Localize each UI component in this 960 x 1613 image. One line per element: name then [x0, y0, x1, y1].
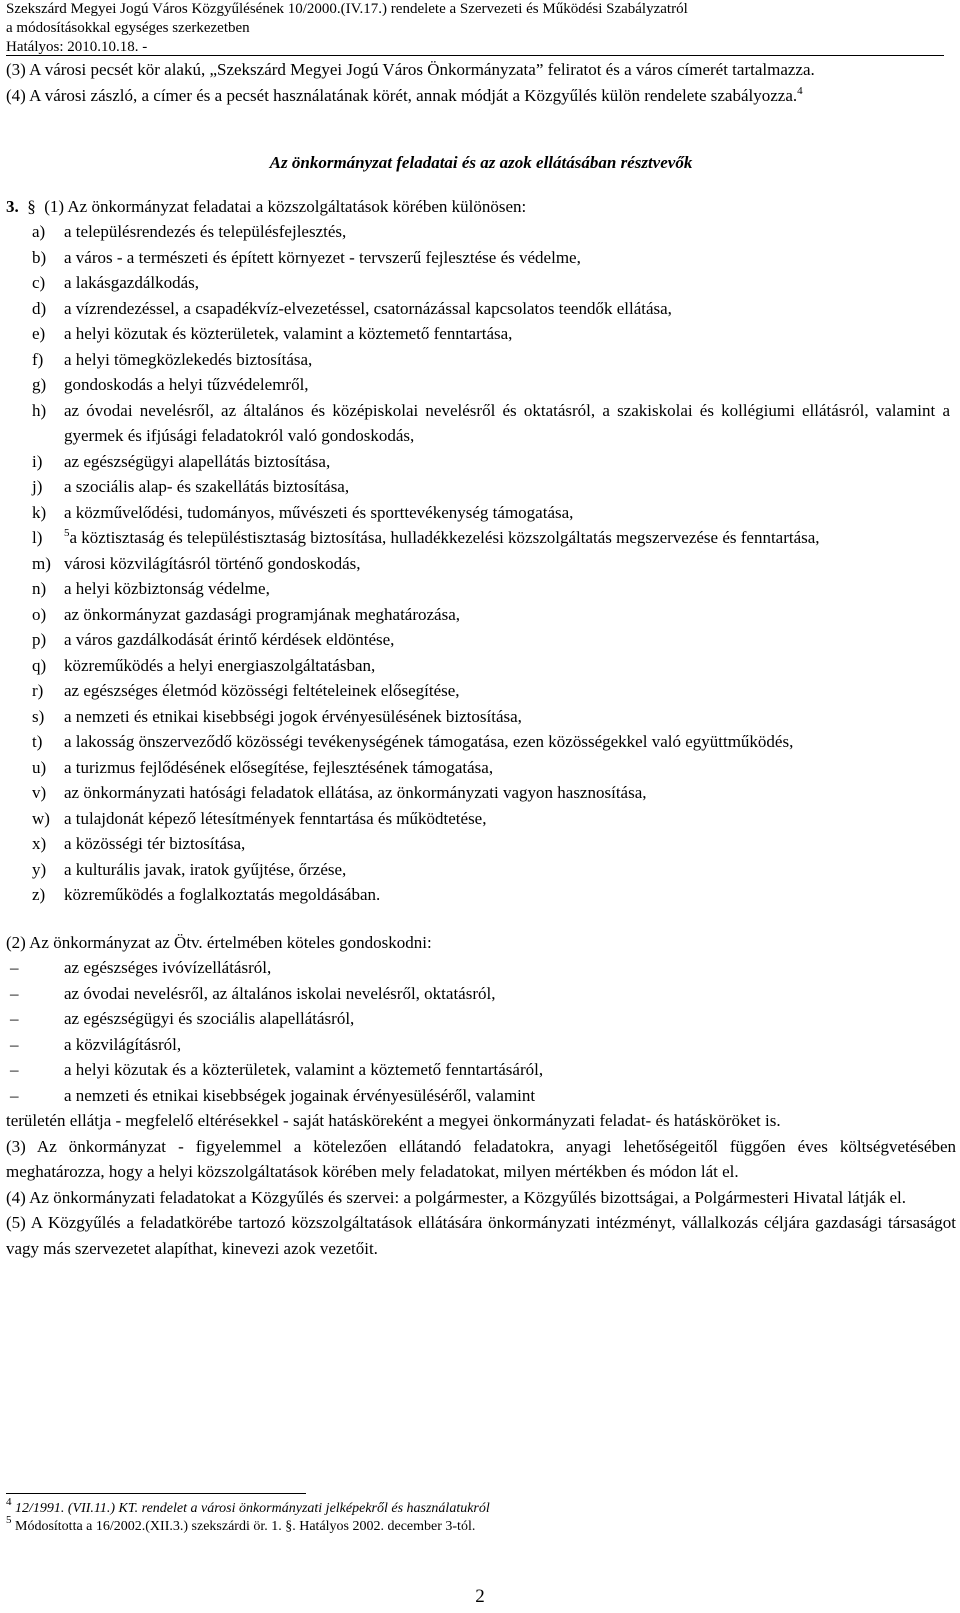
list-item-text [64, 678, 956, 704]
dash-list-item [6, 1006, 956, 1032]
list-item-label: n) [32, 579, 47, 598]
list-item-body: a lakásgazdálkodás, [64, 273, 199, 292]
list-item [32, 474, 956, 500]
list-item-body: a lakosság önszerveződő közösségi tevékenységének támogatása, ezen közösségekkel való együttműködés, [64, 732, 794, 751]
list-item [32, 704, 956, 730]
footnotes [6, 1496, 936, 1536]
list-item [32, 576, 956, 602]
document-body [6, 57, 956, 1261]
list-item-text [64, 602, 956, 628]
list-item-body: közreműködés a helyi energiaszolgáltatásban, [64, 655, 376, 675]
document-header [6, 0, 946, 57]
list-item-text [64, 372, 956, 398]
dash-bullet: – [10, 1060, 19, 1079]
list-item-body: a vízrendezéssel, a csapadékvíz-elvezetéssel, csatornázással kapcsolatos teendők ellátása, [64, 298, 672, 318]
list-item-body: az óvodai nevelésről, az általános és középiskolai nevelésről és oktatásról, a szakiskolai és kollégiumi ellátásról, valamint a gyermek és ifjúsági feladatokról való gondoskodás, [64, 400, 950, 445]
list-item [32, 347, 956, 373]
dash-list-item [6, 1032, 956, 1058]
section-sign: § [27, 196, 36, 216]
list-item-label: z) [32, 885, 46, 904]
list-item-body: az egészségügyi alapellátás biztosítása, [64, 451, 331, 471]
list-item-body: a tulajdonát képező létesítmények fenntartása és működtetése, [64, 808, 487, 828]
list-item-text [64, 857, 956, 883]
dash-list-item-text: az egészségügyi és szociális alapellátásról, [64, 1009, 355, 1028]
dash-list-item-text: a nemzeti és etnikai kisebbségek jogainak érvényesüléséről, valamint [64, 1085, 536, 1105]
list-item-label: h) [32, 400, 47, 420]
list-item-text [64, 245, 956, 271]
dash-list-item-text: a közvilágításról, [64, 1034, 182, 1054]
page-number: 2 [475, 1586, 485, 1607]
list-item-label: m) [32, 553, 51, 573]
list-item [32, 270, 956, 296]
list-item-text [64, 398, 956, 449]
list-item [32, 882, 956, 908]
list-item-text [64, 780, 956, 806]
list-item-text [64, 806, 956, 832]
list-item [32, 678, 956, 704]
footnote-rule [6, 1493, 306, 1494]
list-item [32, 653, 956, 679]
dash-list-item [6, 955, 956, 981]
list-item-body: városi közvilágításról történő gondoskodás, [64, 553, 361, 573]
list-item-label: s) [32, 706, 45, 726]
footnote-ref-5: 5 [64, 527, 70, 539]
list-item-label: l) [32, 528, 43, 547]
dash-list-item-text: az egészséges ivóvízellátásról, [64, 958, 272, 977]
dash-bullet: – [10, 1009, 19, 1028]
list-item-label: t) [32, 732, 43, 751]
list-item-label: q) [32, 655, 47, 675]
list-item-body: a közösségi tér biztosítása, [64, 834, 246, 853]
paragraph-3-budget: (3) Az önkormányzat - figyelemmel a kötelezően ellátandó feladatokra, anyagi lehetőségeitől függően éves költségvetésében meghatározza, hogy a helyi közszolgáltatások körében mely feladatokat, milyen mértékben és módon lát el. [6, 1136, 956, 1181]
list-item-body: a szociális alap- és szakellátás biztosítása, [64, 477, 350, 496]
task-list [6, 219, 956, 908]
list-item-body: a turizmus fejlődésének elősegítése, fejlesztésének támogatása, [64, 757, 494, 777]
header-title: Szekszárd Megyei Jogú Város Közgyűlésének 10/2000.(IV.17.) rendelete a Szervezeti és Működési Szabályzatról [6, 1, 688, 17]
list-item-label: k) [32, 502, 47, 522]
mandatory-task-list [6, 955, 956, 1108]
list-item-body: a településrendezés és településfejlesztés, [64, 222, 347, 241]
dash-list-item [6, 1057, 956, 1083]
paragraph-4-flag [6, 83, 956, 109]
list-item-text [64, 270, 956, 296]
list-item-label: a) [32, 222, 46, 241]
list-item [32, 857, 956, 883]
list-item-body: az egészséges életmód közösségi feltételeinek elősegítése, [64, 681, 460, 700]
list-item-label: v) [32, 783, 47, 802]
list-item-label: b) [32, 247, 47, 267]
list-item [32, 245, 956, 271]
list-item-body: közreműködés a foglalkoztatás megoldásában. [64, 885, 381, 904]
list-item-text [64, 500, 956, 526]
list-item-text [64, 551, 956, 577]
dash-bullet: – [10, 958, 19, 977]
list-item-body: a helyi közbiztonság védelme, [64, 579, 270, 598]
list-item-body: a nemzeti és etnikai kisebbségi jogok érvényesülésének biztosítása, [64, 706, 522, 726]
list-item [32, 831, 956, 857]
dash-list-item-text: a helyi közutak és a közterületek, valamint a köztemető fenntartásáról, [64, 1060, 544, 1079]
list-item-text [64, 347, 956, 373]
list-item [32, 525, 956, 551]
footnote-5 [6, 1514, 936, 1536]
list-item [32, 780, 956, 806]
footnote-4-text: 12/1991. (VII.11.) KT. rendelet a városi önkormányzati jelképekről és használatukról [15, 1501, 490, 1516]
list-item-body: gondoskodás a helyi tűzvédelemről, [64, 375, 309, 394]
list-item [32, 806, 956, 832]
list-item-label: g) [32, 375, 47, 394]
list-item-body: a közművelődési, tudományos, művészeti és sporttevékenység támogatása, [64, 502, 574, 522]
list-item-body: az önkormányzat gazdasági programjának meghatározása, [64, 604, 461, 624]
list-item-label: x) [32, 834, 47, 853]
list-item-label: j) [32, 477, 43, 496]
dash-list-item [6, 1083, 956, 1109]
footnote-ref-4: 4 [797, 84, 803, 97]
list-item-text [64, 321, 956, 347]
list-item-text [64, 755, 956, 781]
list-item-text [64, 627, 956, 653]
list-item-label: d) [32, 298, 47, 318]
list-item [32, 551, 956, 577]
list-item-label: y) [32, 859, 47, 879]
list-item-label: r) [32, 681, 44, 700]
list-item [32, 321, 956, 347]
list-item-label: f) [32, 349, 44, 369]
list-item-label: o) [32, 604, 47, 624]
section-number: 3. [6, 196, 19, 216]
dash-list-item [6, 981, 956, 1007]
list-item [32, 296, 956, 322]
list-item-text [64, 729, 956, 755]
header-subtitle: a módosításokkal egységes szerkezetben [6, 20, 250, 36]
paragraph-4-text: (4) A városi zászló, a címer és a pecsét használatának körét, annak módját a Közgyűlés külön rendelete szabályozza. [6, 85, 798, 105]
header-rule [6, 55, 944, 56]
section-heading: Az önkormányzat feladatai és az azok ellátásában résztvevők [269, 153, 693, 172]
list-item-text [64, 449, 956, 475]
list-item-label: e) [32, 324, 46, 343]
list-item [32, 398, 956, 449]
list-item-label: c) [32, 273, 46, 292]
dash-bullet: – [10, 1085, 19, 1105]
list-item-body: a város gazdálkodását érintő kérdések eldöntése, [64, 630, 395, 649]
list-item [32, 449, 956, 475]
footnote-5-number: 5 [6, 1514, 12, 1526]
list-item-body: a köztisztaság és településtisztaság biztosítása, hulladékkezelési közszolgáltatás megszervezése és fenntartása, [69, 528, 820, 547]
section-3-lead-text: (1) Az önkormányzat feladatai a közszolgáltatások körében különösen: [44, 196, 527, 216]
list-item-text [64, 704, 956, 730]
list-item-text [64, 882, 956, 908]
paragraph-4-bodies: (4) Az önkormányzati feladatokat a Közgyűlés és szervei: a polgármester, a Közgyűlés bizottságai, a Polgármesteri Hivatal látják el. [6, 1187, 906, 1207]
list-item-body: a helyi tömegközlekedés biztosítása, [64, 349, 313, 369]
footnote-4 [6, 1496, 936, 1518]
list-item-text [64, 219, 956, 245]
paragraph-2-tail: területén ellátja - megfelelő eltérésekkel - saját hatásköreként a megyei önkormányzati feladat- és hatásköröket is. [6, 1111, 781, 1130]
list-item-body: a helyi közutak és közterületek, valamint a köztemető fenntartása, [64, 324, 513, 343]
list-item-label: i) [32, 451, 43, 471]
list-item-text [64, 576, 956, 602]
list-item-body: a kulturális javak, iratok gyűjtése, őrzése, [64, 859, 347, 879]
list-item-text [64, 525, 956, 551]
list-item [32, 219, 956, 245]
list-item-text [64, 474, 956, 500]
dash-bullet: – [10, 983, 19, 1003]
paragraph-3-seal: (3) A városi pecsét kör alakú, „Szekszárd Megyei Jogú Város Önkormányzata” feliratot és a város címerét tartalmazza. [6, 60, 815, 79]
list-item [32, 372, 956, 398]
list-item-text [64, 831, 956, 857]
list-item [32, 500, 956, 526]
list-item-label: u) [32, 757, 47, 777]
list-item-text [64, 653, 956, 679]
list-item-body: a város - a természeti és épített környezet - tervszerű fejlesztése és védelme, [64, 247, 581, 267]
section-3-lead [6, 194, 956, 220]
list-item [32, 755, 956, 781]
paragraph-2-lead: (2) Az önkormányzat az Ötv. értelmében köteles gondoskodni: [6, 932, 432, 952]
footnote-4-number: 4 [6, 1496, 12, 1508]
paragraph-5-institutions: (5) A Közgyűlés a feladatkörébe tartozó közszolgáltatások ellátására önkormányzati intézményt, vállalkozás céljára gazdasági társaságot vagy más szervezetet alapíthat, kinevezi azok vezetőit. [6, 1213, 956, 1258]
dash-bullet: – [10, 1034, 19, 1054]
footnote-5-text: Módosította a 16/2002.(XII.3.) szekszárdi ör. 1. §. Hatályos 2002. december 3-tól. [15, 1519, 476, 1534]
list-item [32, 602, 956, 628]
list-item-label: p) [32, 630, 47, 649]
list-item-label: w) [32, 808, 50, 828]
list-item-text [64, 296, 956, 322]
dash-list-item-text: az óvodai nevelésről, az általános iskolai nevelésről, oktatásról, [64, 983, 496, 1003]
list-item [32, 729, 956, 755]
header-effective-date: Hatályos: 2010.10.18. - [6, 39, 148, 55]
list-item [32, 627, 956, 653]
list-item-body: az önkormányzati hatósági feladatok ellátása, az önkormányzati vagyon hasznosítása, [64, 783, 647, 802]
